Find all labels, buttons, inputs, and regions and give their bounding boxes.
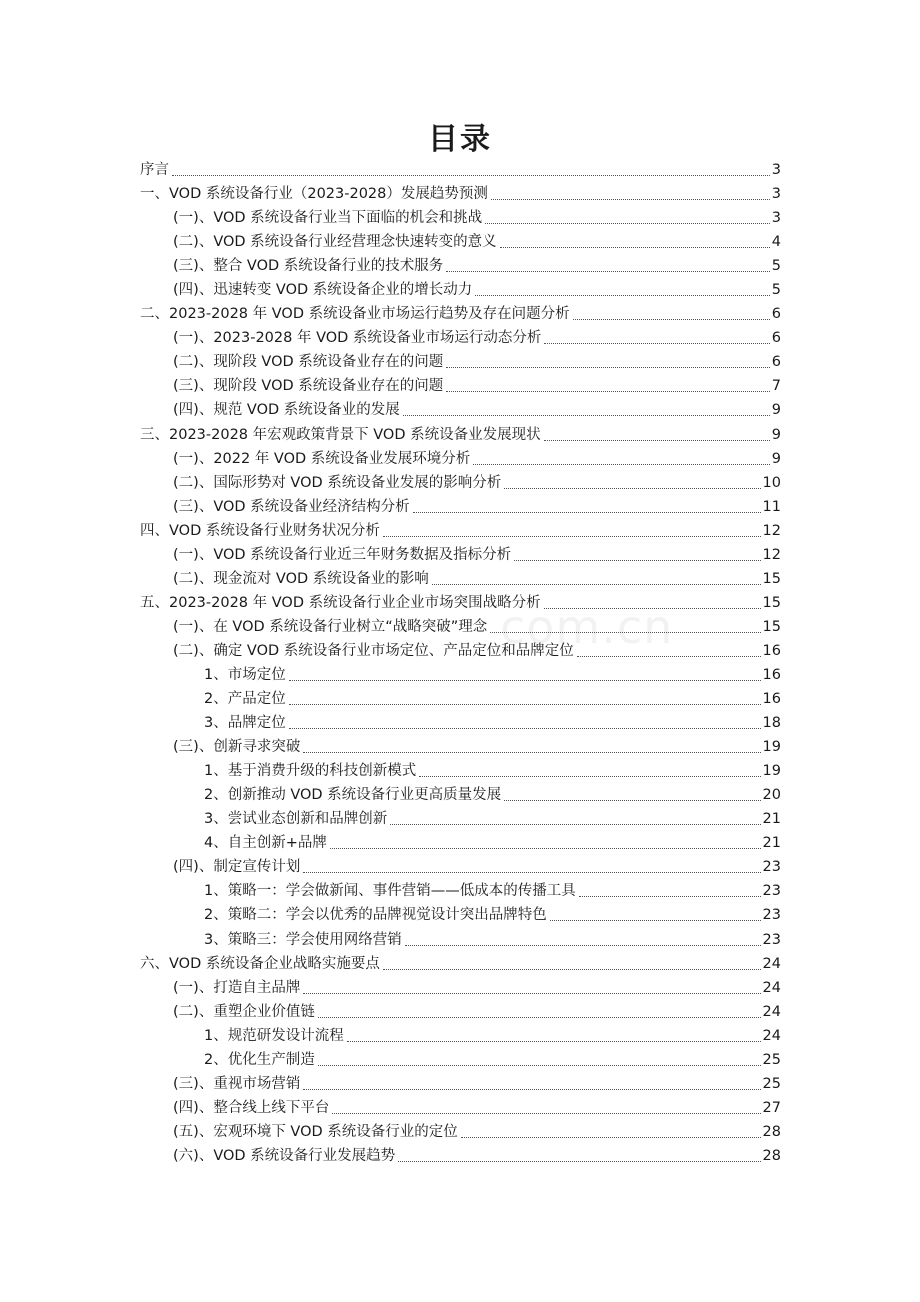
toc-entry[interactable]: [140, 639, 781, 663]
toc-entry[interactable]: [140, 759, 781, 783]
toc-entry-page: 16: [762, 667, 781, 683]
toc-entry-page: 24: [762, 1003, 781, 1020]
toc-dot-leader: [500, 246, 770, 248]
toc-dot-leader: [544, 342, 769, 344]
toc-dot-leader: [318, 1064, 761, 1066]
toc-entry-page: 24: [762, 1027, 781, 1044]
toc-entry-title: 一、VOD 系统设备行业（2023-2028）发展趋势预测: [140, 186, 488, 203]
toc-dot-leader: [544, 439, 770, 441]
toc-entry-title: 2、创新推动 VOD 系统设备行业更高质量发展: [204, 787, 502, 804]
toc-dot-leader: [289, 679, 761, 681]
toc-entry[interactable]: [140, 206, 781, 230]
toc-entry[interactable]: [140, 855, 781, 879]
toc-dot-leader: [577, 655, 761, 657]
toc-entry-title: (一)、2022 年 VOD 系统设备业发展环境分析: [173, 450, 471, 467]
toc-entry-title: (二)、重塑企业价值链: [173, 1003, 315, 1020]
table-of-contents: [140, 158, 781, 1168]
toc-entry-title: 六、VOD 系统设备企业战略实施要点: [140, 955, 380, 972]
toc-entry[interactable]: [140, 663, 781, 687]
toc-dot-leader: [405, 944, 761, 946]
toc-entry-title: (四)、制定宣传计划: [173, 859, 301, 876]
toc-dot-leader: [332, 1112, 760, 1114]
toc-entry-page: 12: [762, 522, 781, 539]
toc-entry-title: 二、2023-2028 年 VOD 系统设备业市场运行趋势及存在问题分析: [140, 306, 570, 323]
toc-entry-page: 5: [771, 282, 781, 299]
toc-entry-title: 4、自主创新+品牌: [204, 835, 327, 852]
toc-entry[interactable]: [140, 1120, 781, 1144]
toc-dot-leader: [579, 895, 761, 897]
toc-dot-leader: [403, 414, 770, 416]
toc-entry[interactable]: [140, 735, 781, 759]
toc-dot-leader: [303, 992, 760, 994]
toc-entry-title: (二)、现阶段 VOD 系统设备业存在的问题: [173, 354, 444, 371]
toc-entry-title: (二)、现金流对 VOD 系统设备业的影响: [173, 570, 429, 587]
toc-entry[interactable]: [140, 879, 781, 903]
toc-dot-leader: [318, 1016, 761, 1018]
toc-dot-leader: [514, 559, 760, 561]
toc-dot-leader: [289, 727, 761, 729]
toc-entry-page: 6: [771, 306, 781, 323]
toc-dot-leader: [446, 390, 769, 392]
toc-entry-title: 四、VOD 系统设备行业财务状况分析: [140, 522, 380, 539]
toc-entry-title: 2、产品定位: [204, 691, 286, 708]
toc-dot-leader: [504, 799, 760, 801]
toc-entry[interactable]: [140, 495, 781, 519]
toc-entry-title: 五、2023-2028 年 VOD 系统设备行业企业市场突围战略分析: [140, 594, 541, 611]
toc-entry[interactable]: [140, 1000, 781, 1024]
toc-dot-leader: [390, 823, 760, 825]
toc-entry-title: (一)、VOD 系统设备行业当下面临的机会和挑战: [173, 210, 483, 227]
toc-entry-title: 三、2023-2028 年宏观政策背景下 VOD 系统设备业发展现状: [140, 426, 541, 443]
toc-entry-title: 3、品牌定位: [204, 715, 286, 732]
toc-dot-leader: [303, 1088, 760, 1090]
watermark: com.cn: [500, 600, 674, 654]
toc-dot-leader: [446, 270, 769, 272]
toc-entry-title: (二)、VOD 系统设备行业经营理念快速转变的意义: [173, 234, 497, 251]
toc-entry[interactable]: [140, 350, 781, 374]
toc-entry-title: 1、基于消费升级的科技创新模式: [204, 763, 417, 780]
toc-entry-title: 3、策略三：学会使用网络营销: [204, 931, 402, 948]
toc-dot-leader: [446, 366, 769, 368]
toc-entry-page: 19: [762, 763, 781, 780]
toc-entry-page: 21: [762, 835, 781, 852]
toc-entry-title: (二)、确定 VOD 系统设备行业市场定位、产品定位和品牌定位: [173, 642, 574, 659]
toc-entry-title: 3、尝试业态创新和品牌创新: [204, 811, 388, 828]
toc-dot-leader: [485, 222, 770, 224]
toc-entry-page: 19: [762, 739, 781, 756]
toc-dot-leader: [419, 775, 760, 777]
toc-entry-page: 9: [771, 426, 781, 443]
toc-entry[interactable]: [140, 302, 781, 326]
toc-entry[interactable]: [140, 976, 781, 1000]
toc-entry[interactable]: [140, 254, 781, 278]
toc-entry[interactable]: [140, 831, 781, 855]
toc-entry-page: 23: [762, 907, 781, 924]
toc-entry[interactable]: [140, 1144, 781, 1168]
toc-entry-page: 16: [762, 642, 781, 659]
toc-entry-page: 23: [762, 931, 781, 948]
page-title: 目录: [428, 122, 492, 157]
toc-entry-page: 27: [762, 1099, 781, 1116]
toc-entry-page: 6: [771, 354, 781, 371]
toc-dot-leader: [303, 871, 760, 873]
toc-dot-leader: [504, 487, 760, 489]
toc-entry-page: 16: [762, 691, 781, 708]
toc-entry-title: 1、规范研发设计流程: [204, 1027, 344, 1044]
toc-entry[interactable]: [140, 543, 781, 567]
toc-entry-page: 24: [762, 979, 781, 996]
toc-entry[interactable]: [140, 1024, 781, 1048]
toc-entry-page: 15: [762, 594, 781, 611]
toc-entry-page: 3: [771, 162, 781, 179]
toc-entry[interactable]: [140, 783, 781, 807]
toc-entry-title: 2、优化生产制造: [204, 1051, 315, 1068]
toc-entry-title: (五)、宏观环境下 VOD 系统设备行业的定位: [173, 1123, 458, 1140]
toc-entry-page: 23: [762, 859, 781, 876]
toc-entry[interactable]: [140, 1048, 781, 1072]
toc-entry[interactable]: [140, 471, 781, 495]
toc-dot-leader: [475, 294, 769, 296]
toc-entry-page: 25: [762, 1051, 781, 1068]
toc-entry-page: 24: [762, 955, 781, 972]
toc-entry-page: 3: [771, 210, 781, 227]
toc-dot-leader: [550, 919, 761, 921]
toc-entry-title: 2、策略二：学会以优秀的品牌视觉设计突出品牌特色: [204, 907, 547, 924]
toc-entry[interactable]: [140, 230, 781, 254]
toc-dot-leader: [490, 631, 760, 633]
toc-entry-page: 7: [771, 378, 781, 395]
toc-entry-page: 10: [762, 474, 781, 491]
toc-entry-page: 4: [771, 234, 781, 251]
toc-entry-title: (一)、在 VOD 系统设备行业树立“战略突破”理念: [173, 618, 488, 635]
toc-entry[interactable]: [140, 398, 781, 422]
toc-entry-page: 25: [762, 1075, 781, 1092]
toc-entry-page: 9: [771, 402, 781, 419]
toc-dot-leader: [347, 1040, 761, 1042]
toc-entry-title: 1、市场定位: [204, 667, 286, 683]
toc-entry[interactable]: [140, 687, 781, 711]
toc-entry-title: (六)、VOD 系统设备行业发展趋势: [173, 1147, 396, 1164]
toc-entry[interactable]: [140, 903, 781, 927]
toc-entry[interactable]: [140, 1072, 781, 1096]
toc-entry[interactable]: [140, 182, 781, 206]
toc-entry[interactable]: [140, 423, 781, 447]
toc-entry-title: 序言: [140, 162, 169, 179]
toc-entry-title: (四)、整合线上线下平台: [173, 1099, 330, 1116]
toc-entry[interactable]: [140, 615, 781, 639]
toc-entry-page: 15: [762, 570, 781, 587]
toc-entry[interactable]: [140, 952, 781, 976]
toc-entry-page: 3: [771, 186, 781, 203]
toc-entry[interactable]: [140, 711, 781, 735]
toc-dot-leader: [573, 318, 770, 320]
toc-entry-page: 23: [762, 883, 781, 900]
toc-entry-title: (一)、打造自主品牌: [173, 979, 301, 996]
toc-entry-page: 11: [762, 498, 781, 515]
toc-entry-page: 6: [771, 330, 781, 347]
toc-entry-title: (四)、规范 VOD 系统设备业的发展: [173, 402, 400, 419]
toc-entry[interactable]: [140, 567, 781, 591]
toc-entry[interactable]: [140, 326, 781, 350]
toc-entry[interactable]: [140, 447, 781, 471]
toc-dot-leader: [461, 1136, 761, 1138]
toc-entry-page: 12: [762, 546, 781, 563]
toc-entry-page: 5: [771, 258, 781, 275]
toc-entry[interactable]: [140, 928, 781, 952]
toc-dot-leader: [383, 535, 761, 537]
toc-entry-page: 15: [762, 618, 781, 635]
toc-entry-title: (三)、重视市场营销: [173, 1075, 301, 1092]
toc-entry-title: (三)、VOD 系统设备业经济结构分析: [173, 498, 410, 515]
toc-entry-page: 9: [771, 450, 781, 467]
toc-entry-page: 21: [762, 811, 781, 828]
toc-entry[interactable]: [140, 807, 781, 831]
toc-entry[interactable]: [140, 278, 781, 302]
toc-entry[interactable]: [140, 1096, 781, 1120]
toc-dot-leader: [491, 198, 770, 200]
toc-entry-title: 1、策略一：学会做新闻、事件营销——低成本的传播工具: [204, 883, 576, 900]
toc-dot-leader: [289, 703, 761, 705]
toc-entry-page: 18: [762, 715, 781, 732]
toc-entry-title: (三)、创新寻求突破: [173, 739, 301, 756]
toc-dot-leader: [398, 1160, 760, 1162]
toc-entry-title: (三)、整合 VOD 系统设备行业的技术服务: [173, 258, 444, 275]
toc-dot-leader: [432, 583, 761, 585]
toc-entry-title: (一)、VOD 系统设备行业近三年财务数据及指标分析: [173, 546, 512, 563]
toc-entry-title: (一)、2023-2028 年 VOD 系统设备业市场运行动态分析: [173, 330, 542, 347]
toc-entry-title: (三)、现阶段 VOD 系统设备业存在的问题: [173, 378, 444, 395]
toc-entry-page: 28: [762, 1123, 781, 1140]
toc-dot-leader: [303, 751, 760, 753]
toc-entry[interactable]: [140, 519, 781, 543]
toc-dot-leader: [330, 847, 761, 849]
toc-dot-leader: [413, 511, 761, 513]
toc-entry[interactable]: [140, 158, 781, 182]
toc-entry-page: 20: [762, 787, 781, 804]
toc-dot-leader: [473, 463, 769, 465]
toc-dot-leader: [544, 607, 761, 609]
toc-entry[interactable]: [140, 374, 781, 398]
toc-entry-page: 28: [762, 1147, 781, 1164]
toc-entry[interactable]: [140, 591, 781, 615]
toc-dot-leader: [172, 174, 770, 176]
toc-entry-title: (四)、迅速转变 VOD 系统设备企业的增长动力: [173, 282, 473, 299]
toc-dot-leader: [383, 968, 761, 970]
toc-entry-title: (二)、国际形势对 VOD 系统设备业发展的影响分析: [173, 474, 502, 491]
